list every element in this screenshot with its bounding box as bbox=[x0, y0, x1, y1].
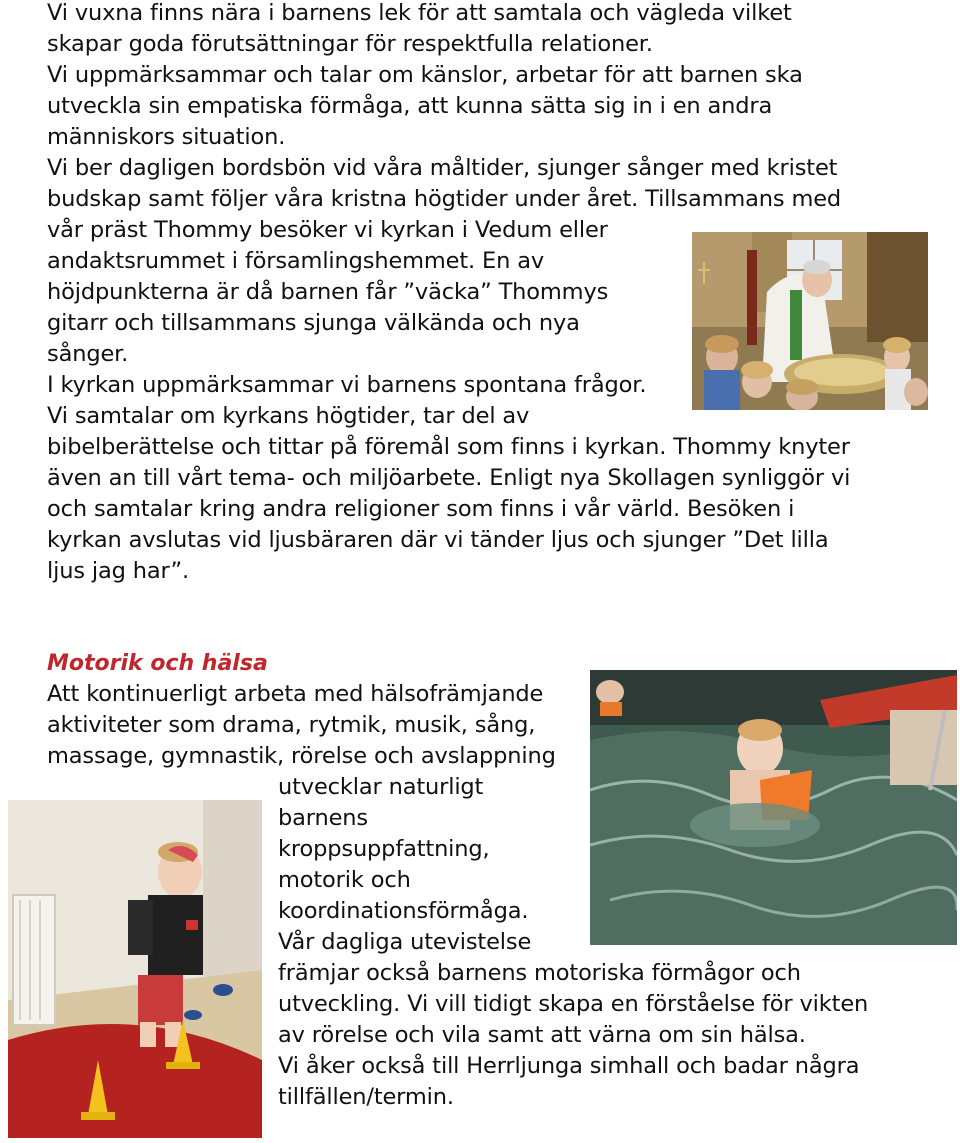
text-line: även an till vårt tema- och miljöarbete. Enligt nya Skollagen synliggör vi bbox=[47, 465, 851, 491]
text-line: främjar också barnens motoriska förmågor och bbox=[278, 960, 801, 986]
text-line: Vår dagliga utevistelse bbox=[278, 929, 532, 955]
text-line: Att kontinuerligt arbeta med hälsofrämjande bbox=[47, 681, 544, 707]
text-line: aktiviteter som drama, rytmik, musik, sång, bbox=[47, 712, 536, 738]
gym-photo bbox=[8, 800, 262, 1138]
text-line: utveckla sin empatiska förmåga, att kunna sätta sig in i en andra bbox=[47, 93, 773, 119]
text-line: kyrkan avslutas vid ljusbäraren där vi tänder ljus och sjunger ”Det lilla bbox=[47, 527, 829, 553]
text-line: skapar goda förutsättningar för respektfulla relationer. bbox=[47, 31, 653, 57]
text-line: andaktsrummet i församlingshemmet. En av bbox=[47, 248, 545, 274]
text-line: av rörelse och vila samt att värna om sin hälsa. bbox=[278, 1022, 806, 1048]
church-photo bbox=[692, 232, 928, 410]
text-line: massage, gymnastik, rörelse och avslappning bbox=[47, 743, 556, 769]
section-heading-motorik: Motorik och hälsa bbox=[47, 651, 268, 676]
text-line: I kyrkan uppmärksammar vi barnens spontana frågor. bbox=[47, 372, 647, 398]
text-line: vår präst Thommy besöker vi kyrkan i Vedum eller bbox=[47, 217, 608, 243]
text-line: sånger. bbox=[47, 341, 129, 367]
text-line: kroppsuppfattning, bbox=[278, 836, 490, 862]
text-line: barnens bbox=[278, 805, 368, 831]
text-line: Vi samtalar om kyrkans högtider, tar del av bbox=[47, 403, 530, 429]
text-line: koordinationsförmåga. bbox=[278, 898, 529, 924]
text-line: Vi vuxna finns nära i barnens lek för att samtala och vägleda vilket bbox=[47, 0, 792, 26]
text-line: höjdpunkterna är då barnen får ”väcka” Thommys bbox=[47, 279, 609, 305]
text-line: tillfällen/termin. bbox=[278, 1084, 454, 1110]
text-line: och samtalar kring andra religioner som finns i vår värld. Besöken i bbox=[47, 496, 795, 522]
text-line: Vi ber dagligen bordsbön vid våra måltider, sjunger sånger med kristet bbox=[47, 155, 838, 181]
text-line: gitarr och tillsammans sjunga välkända och nya bbox=[47, 310, 580, 336]
text-line: ljus jag har”. bbox=[47, 558, 190, 584]
text-line: budskap samt följer våra kristna högtider under året. Tillsammans med bbox=[47, 186, 842, 212]
swimming-photo bbox=[590, 670, 957, 945]
text-line: motorik och bbox=[278, 867, 411, 893]
text-line: Vi uppmärksammar och talar om känslor, arbetar för att barnen ska bbox=[47, 62, 803, 88]
text-line: Vi åker också till Herrljunga simhall och badar några bbox=[278, 1053, 860, 1079]
text-line: utveckling. Vi vill tidigt skapa en förståelse för vikten bbox=[278, 991, 869, 1017]
text-line: bibelberättelse och tittar på föremål som finns i kyrkan. Thommy knyter bbox=[47, 434, 850, 460]
text-line: utvecklar naturligt bbox=[278, 774, 484, 800]
text-line: människors situation. bbox=[47, 124, 286, 150]
